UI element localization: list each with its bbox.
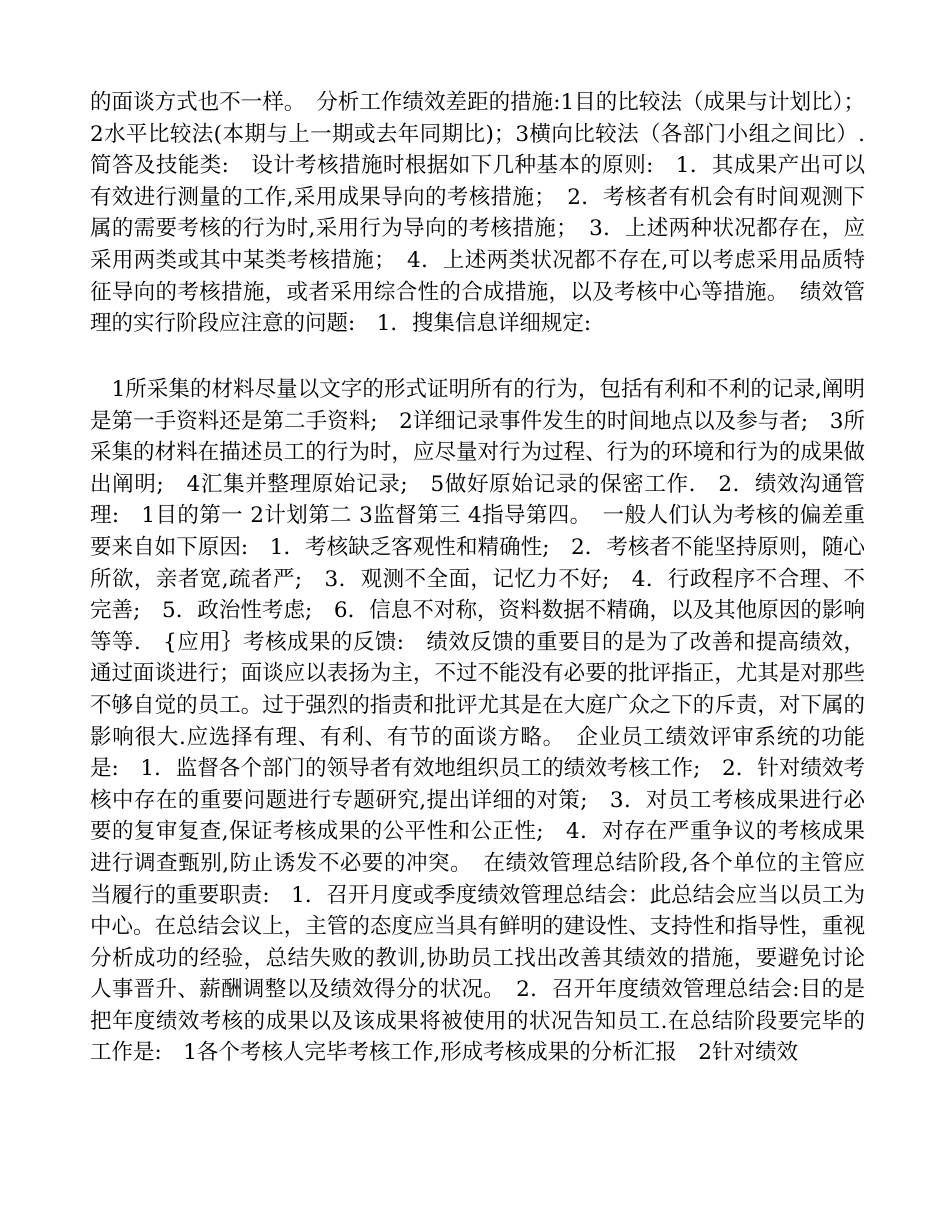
body-paragraph: 的面谈方式也不一样。 分析工作绩效差距的措施:1目的比较法（成果与计划比）；2水平比较法(本期与上一期或去年同期比)；3横向比较法（各部门小组之间比）. 简答及技能类: 设计考核措施时根据如下几种基本的原则: 1．其成果产出可以有效进行测量的工作,采用成果导向的考核措施； 2．考核者有机会有时间观测下属的需要考核的行为时,采用行为导向的考核措施； 3．上述两种状况都存在，应采用两类或其中某类考核措施； 4．上述两类状况都不存在,可以考虑采用品质特征导向的考核措施，或者采用综合性的合成措施，以及考核中心等措施。 绩效管理的实行阶段应注意的问题: 1．搜集信息详细规定: (90, 90, 887, 337)
body-paragraph: 1所采集的材料尽量以文字的形式证明所有的行为，包括有利和不利的记录,阐明是第一手资料还是第二手资料; 2详细记录事件发生的时间地点以及参与者; 3所采集的材料在描述员工的行为时，应尽量对行为过程、行为的环境和行为的成果做出阐明; 4汇集并整理原始记录; 5做好原始记录的保密工作. 2．绩效沟通管理: 1目的第一 2计划第二 3监督第三 4指导第四。 一般人们认为考核的偏差重要来自如下原因: 1．考核缺乏客观性和精确性; 2．考核者不能坚持原则，随心所欲，亲者宽,疏者严; 3．观测不全面，记忆力不好; 4．行政程序不合理、不完善; 5．政治性考虑; 6．信息不对称，资料数据不精确，以及其他原因的影响等等. {应用｝考核成果的反馈: 绩效反馈的重要目的是为了改善和提高绩效，通过面谈进行；面谈应以表扬为主，不过不能没有必要的批评指正，尤其是对那些不够自觉的员工。过于强烈的指责和批评尤其是在大庭广众之下的斥责，对下属的影响很大.应选择有理、有利、有节的面谈方略。 企业员工绩效评审系统的功能是: 1．监督各个部门的领导者有效地组织员工的绩效考核工作; 2．针对绩效考核中存在的重要问题进行专题研究,提出详细的对策; 3．对员工考核成果进行必要的复审复查,保证考核成果的公平性和公正性; 4．对存在严重争议的考核成果进行调查甄别,防止诱发不必要的冲突。 在绩效管理总结阶段,各个单位的主管应当履行的重要职责: 1．召开月度或季度绩效管理总结会：此总结会应当以员工为中心。在总结会议上，主管的态度应当具有鲜明的建设性、支持性和指导性，重视分析成功的经验，总结失败的教训,协助员工找出改善其绩效的措施，要避免讨论人事晋升、薪酬调整以及绩效得分的状况。 2．召开年度绩效管理总结会:目的是把年度绩效考核的成果以及该成果将被使用的状况告知员工.在总结阶段要完毕的工作是: 1各个考核人完毕考核工作,形成考核成果的分析汇报 2针对绩效 (90, 377, 865, 1066)
